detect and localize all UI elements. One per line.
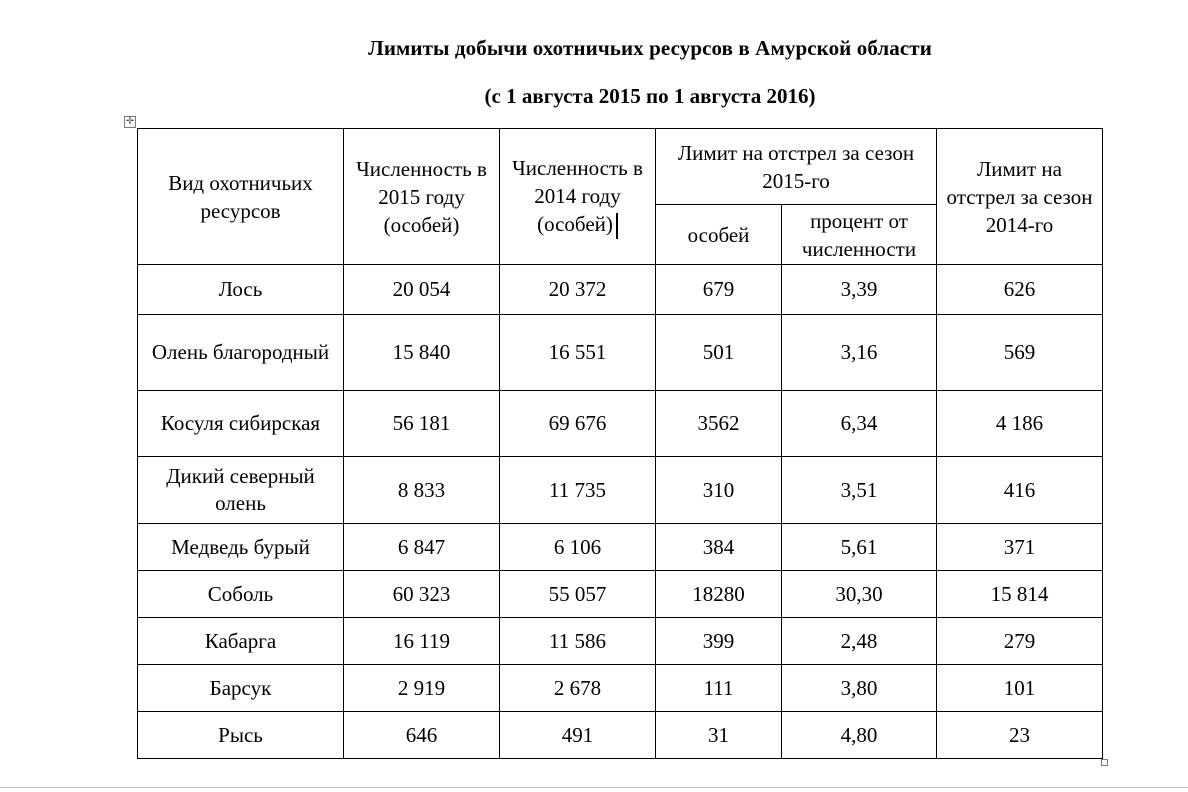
cell-limit-animals: 111 [656,665,782,712]
document-title: Лимиты добычи охотничьих ресурсов в Амурской области [368,36,932,60]
header-limit-animals: особей [656,205,782,265]
document-subtitle: (с 1 августа 2015 по 1 августа 2016) [484,84,816,108]
table-row [138,571,1103,618]
table-row [138,457,1103,524]
header-count-2014 [500,129,656,265]
cell-count-2014: 69 676 [500,391,656,457]
cell-species: Олень благородный [138,315,344,391]
cell-limit-2014: 23 [937,712,1103,759]
cell-limit-animals: 399 [656,618,782,665]
table-row [138,391,1103,457]
cell-count-2014: 16 551 [500,315,656,391]
cell-limit-2014: 626 [937,265,1103,315]
cell-limit-2014: 569 [937,315,1103,391]
table-row [138,618,1103,665]
cell-count-2015: 16 119 [344,618,500,665]
cell-species: Рысь [138,712,344,759]
cell-count-2015: 8 833 [344,457,500,524]
cell-limit-percent: 3,51 [782,457,937,524]
cell-limit-percent: 2,48 [782,618,937,665]
cell-limit-animals: 18280 [656,571,782,618]
cell-limit-percent: 3,80 [782,665,937,712]
cell-limit-animals: 384 [656,524,782,571]
table-row [138,524,1103,571]
cell-species: Кабарга [138,618,344,665]
header-limit-2015: Лимит на отстрел за сезон 2015-го [656,129,937,205]
cell-count-2015: 20 054 [344,265,500,315]
table-header-row [138,129,1103,205]
cell-count-2015: 60 323 [344,571,500,618]
table-row [138,712,1103,759]
header-species: Вид охотничьих ресурсов [138,129,344,265]
cell-limit-2014: 416 [937,457,1103,524]
cell-count-2014: 20 372 [500,265,656,315]
cell-limit-2014: 15 814 [937,571,1103,618]
text-cursor [616,213,618,239]
cell-count-2015: 646 [344,712,500,759]
cell-count-2014: 11 735 [500,457,656,524]
cell-count-2014: 2 678 [500,665,656,712]
cell-count-2015: 56 181 [344,391,500,457]
cell-limit-2014: 279 [937,618,1103,665]
header-limit-2014: Лимит на отстрел за сезон 2014-го [937,129,1103,265]
cell-limit-percent: 30,30 [782,571,937,618]
cell-limit-percent: 5,61 [782,524,937,571]
table-row [138,265,1103,315]
cell-count-2015: 15 840 [344,315,500,391]
table-move-handle-icon[interactable]: ✛ [125,116,135,127]
cell-count-2014: 491 [500,712,656,759]
cell-species: Дикий северный олень [138,457,344,524]
cell-limit-percent: 3,39 [782,265,937,315]
cell-species: Медведь бурый [138,524,344,571]
cell-count-2014: 55 057 [500,571,656,618]
cell-count-2014: 11 586 [500,618,656,665]
cell-species: Барсук [138,665,344,712]
page-bottom-edge [0,787,1188,788]
cell-count-2015: 6 847 [344,524,500,571]
cell-limit-percent: 6,34 [782,391,937,457]
hunting-limits-table [137,128,1103,759]
cell-limit-2014: 371 [937,524,1103,571]
table-row [138,315,1103,391]
cell-limit-2014: 4 186 [937,391,1103,457]
cell-limit-animals: 679 [656,265,782,315]
cell-count-2014: 6 106 [500,524,656,571]
cell-limit-percent: 3,16 [782,315,937,391]
cell-species: Лось [138,265,344,315]
cell-count-2015: 2 919 [344,665,500,712]
cell-limit-animals: 3562 [656,391,782,457]
cell-limit-animals: 310 [656,457,782,524]
header-count-2014-text: Численность в 2014 году (особей) [512,155,643,236]
header-count-2015: Численность в 2015 году (особей) [344,129,500,265]
cell-limit-animals: 31 [656,712,782,759]
table-resize-handle[interactable] [1101,759,1108,766]
header-limit-percent: процент от численности [782,205,937,265]
cell-limit-2014: 101 [937,665,1103,712]
cell-species: Соболь [138,571,344,618]
cell-limit-percent: 4,80 [782,712,937,759]
table-row [138,665,1103,712]
cell-limit-animals: 501 [656,315,782,391]
cell-species: Косуля сибирская [138,391,344,457]
